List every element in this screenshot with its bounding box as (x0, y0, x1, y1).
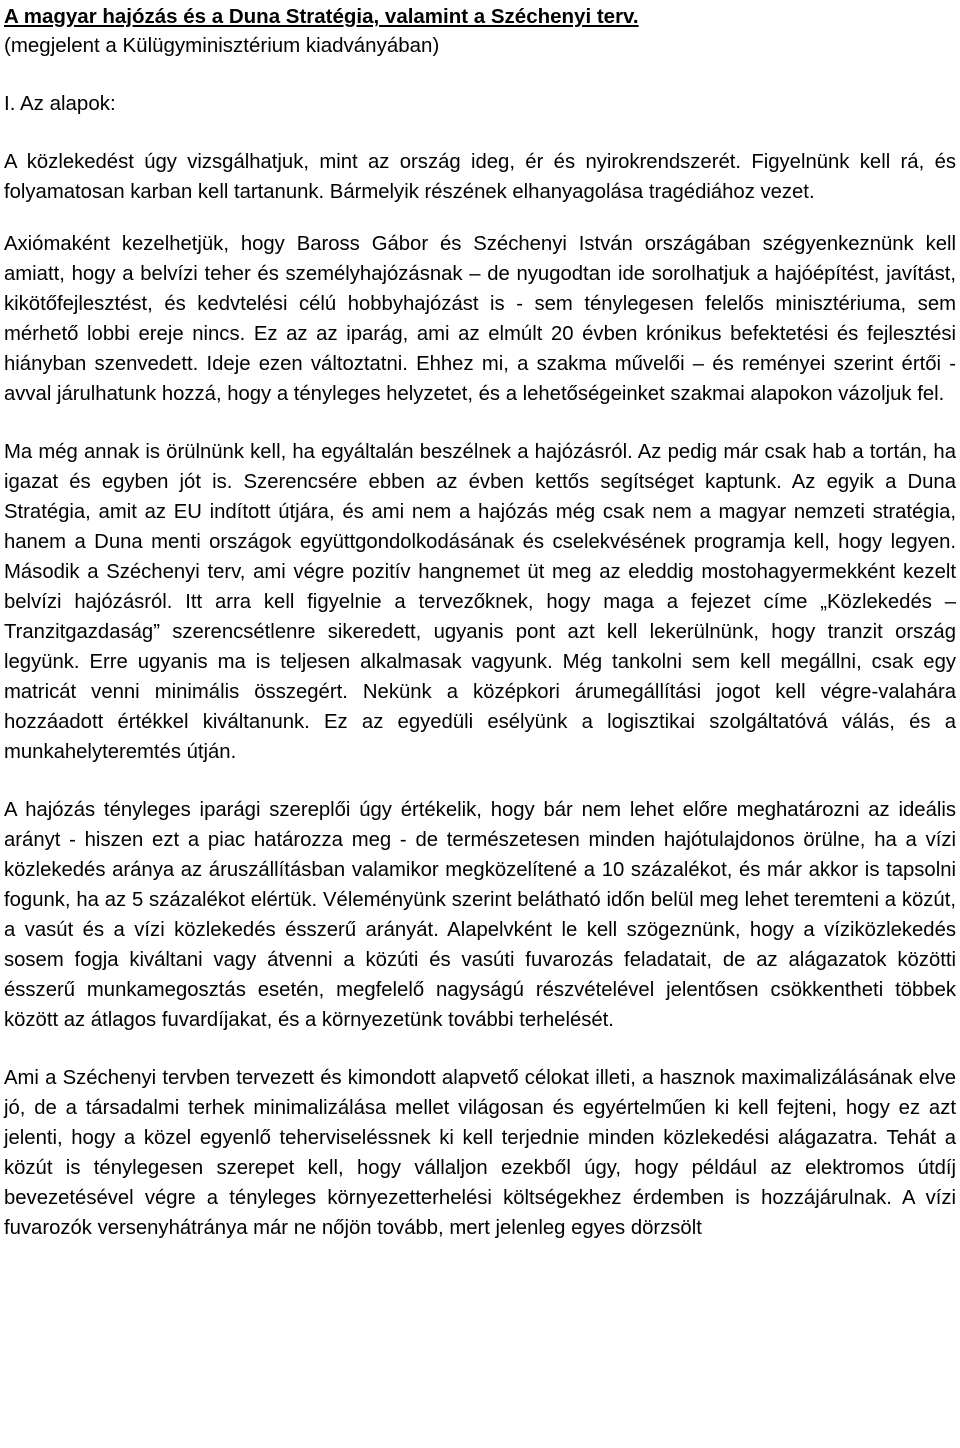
paragraph-2: Axiómaként kezelhetjük, hogy Baross Gábor és Széchenyi István országában szégyenkeznünk kell amiatt, hogy a belvízi teher és személyhajózásnak – de nyugodtan ide sorolhatjuk a hajóépítést, javítást, kikötőfejlesztést, és kedvtelési célú hobbyhajózást is - sem ténylegesen felelős minisztériuma, sem mérhető lobbi ereje nincs. Ez az az iparág, ami az elmúlt 20 évben krónikus befektetési és fejlesztési hiányban szenvedett. Ideje ezen változtatni. Ehhez mi, a szakma művelői – és reményei szerint értői - avval járulhatunk hozzá, hogy a tényleges helyzetet, és a lehetőségeinket szakmai alapokon vázoljuk fel. (4, 233, 956, 405)
paragraph-3: Ma még annak is örülnünk kell, ha egyáltalán beszélnek a hajózásról. Az pedig már csak hab a tortán, ha igazat és egyben jót is. Szerencsére ebben az évben kettős segítséget kaptunk. Az egyik a Duna Stratégia, amit az EU indított útjára, és ami nem a hajózás még csak nem a magyar nemzeti stratégia, hanem a Duna menti országok együttgondolkodásának és cselekvésének programja kell, hogy legyen. Második a Széchenyi terv, ami végre pozitív hangnemet üt meg az eleddig mostohagyermekként kezelt belvízi hajózásról. Itt arra kell figyelnie a tervezőknek, hogy maga a fejezet címe „Közlekedés – Tranzitgazdaság” szerencsétlenre sikeredett, ugyanis pont azt kell lekerülnünk, hogy tranzit ország legyünk. Erre ugyanis ma is teljesen alkalmasak vagyunk. Még tankolni sem kell megállni, csak egy matricát venni minimális összegért. Nekünk a középkori árumegállítási jogot kell végre-valahára hozzáadott értékkel kiváltanunk. Ez az egyedüli esélyünk a logisztikai szolgáltatóvá válás, és a munkahelyteremtés útján. (4, 441, 956, 763)
document-title: A magyar hajózás és a Duna Stratégia, valamint a Széchenyi terv. (4, 5, 639, 28)
paragraph-1: A közlekedést úgy vizsgálhatjuk, mint az ország ideg, ér és nyirokrendszerét. Figyelnünk kell rá, és folyamatosan karban kell tartanunk. Bármelyik részének elhanyagolása tragédiához vezet. (4, 151, 956, 203)
section-heading: I. Az alapok: (4, 92, 116, 115)
paragraph-4: A hajózás tényleges iparági szereplői úgy értékelik, hogy bár nem lehet előre meghatározni az ideális arányt - hiszen ezt a piac határozza meg - de természetesen minden hajótulajdonos örülne, ha a vízi közlekedés aránya az áruszállításban valamikor megközelítené a 10 százalékot, és már akkor is tapsolni fogunk, ha az 5 százalékot elértük. Véleményünk szerint belátható időn belül meg lehet teremteni a közút, a vasút és a vízi közlekedés ésszerű arányát. Alapelvként le kell szögeznünk, hogy a víziközlekedés sosem fogja kiváltani vagy átvenni a közúti és vasúti fuvarozás feladatait, de az alágazatok közötti ésszerű munkamegosztás esetén, megfelelő nagyságú részvételével jelentősen csökkentheti többek között az átlagos fuvardíjakat, és a környezetünk további terhelését. (4, 799, 956, 1031)
paragraph-5: Ami a Széchenyi tervben tervezett és kimondott alapvető célokat illeti, a hasznok maximalizálásának elve jó, de a társadalmi terhek minimalizálása mellet világosan és egyértelműen ki kell fejteni, hogy ez azt jelenti, hogy a közel egyenlő teherviseléssnek ki kell terjednie minden közlekedési alágazatra. Tehát a közút is ténylegesen szerepet kell, hogy vállaljon ezekből úgy, hogy például az elektromos útdíj bevezetésével végre a tényleges környezetterhelési költségekhez érdemben is hozzájárulnak. A vízi fuvarozók versenyhátránya már ne nőjön tovább, mert jelenleg egyes dörzsölt (4, 1067, 956, 1239)
document-subtitle: (megjelent a Külügyminisztérium kiadványában) (4, 34, 440, 57)
